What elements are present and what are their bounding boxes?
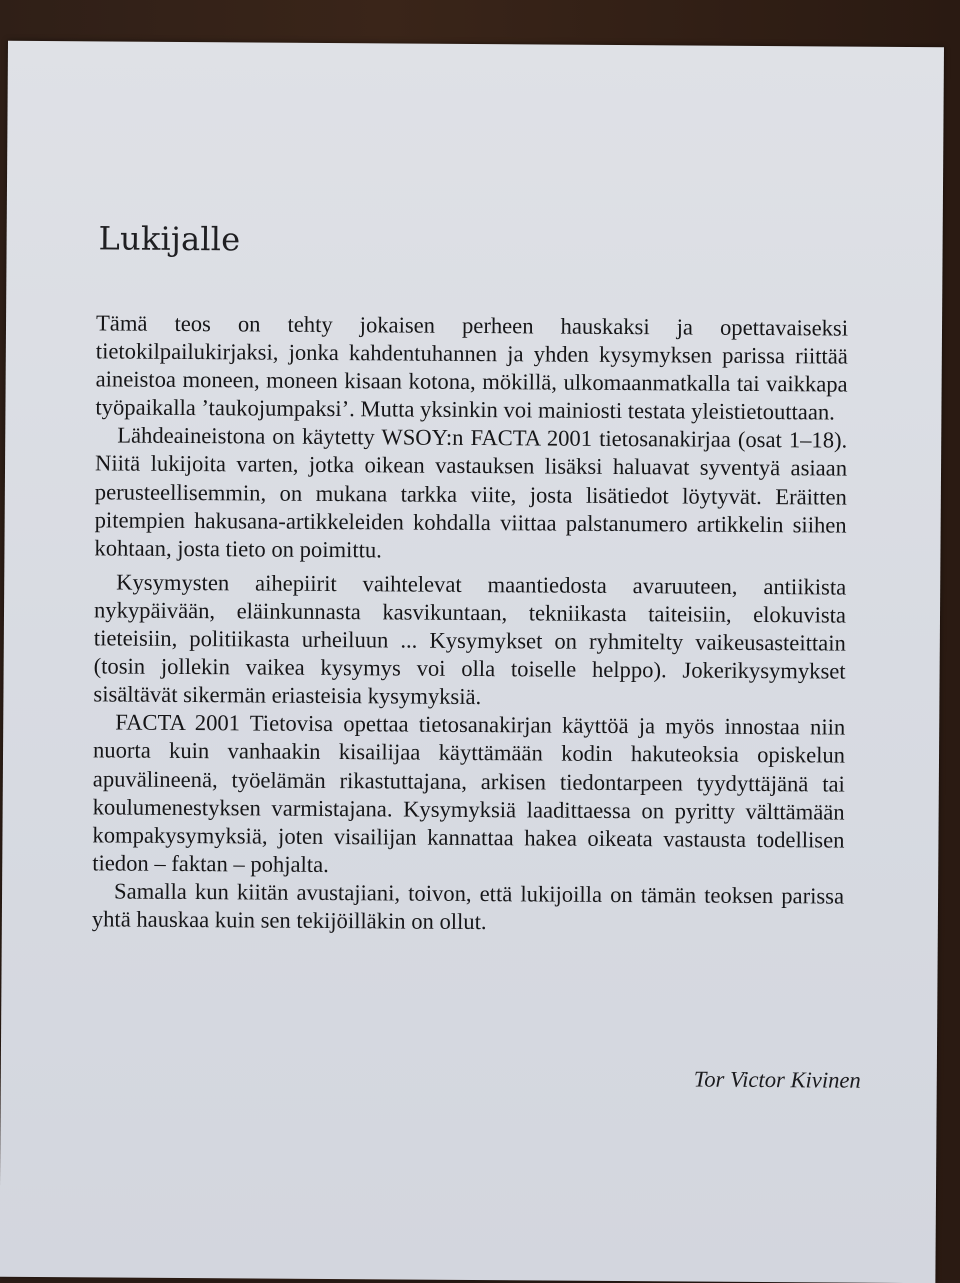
body-text (92, 309, 848, 938)
author-signature: Tor Victor Kivinen (693, 1066, 861, 1093)
page-heading: Lukijalle (98, 219, 241, 259)
paragraph-purpose: FACTA 2001 Tietovisa opettaa tietosanakirjan käyttöä ja myös innostaa niin nuorta kuin vanhaakin kisailijaa käyttämään kodin hakuteoksia opiskelun apuvälineenä, työelämän rikastuttajana, arkisen tiedontarpeen tyydyttäjänä tai koulumenestyksen varmistajana. Kysymyksiä laadittaessa on pyritty välttämään kompakysymyksiä, joten visailijan kannattaa hakea oikeata vastausta todellisen tiedon – faktan – pohjalta. (92, 709, 846, 877)
paragraph-topics: Kysymysten aihepiirit vaihtelevat maantiedosta avaruuteen, antiikista nykypäivään, eläinkunnasta kasvikuntaan, tekniikasta taiteisiin, elokuvista tieteisiin, politiikasta urheiluun ... Kysymykset on ryhmitelty vaikeusasteittain (tosin jollekin vaikea kysymys voi olla toiselle helppo). Jokerikysymykset sisältävät sikermän eriasteisia kysymyksiä. (93, 569, 847, 710)
book-page (0, 41, 944, 1283)
paragraph-thanks: Samalla kun kiitän avustajiani, toivon, että lukijoilla on tämän teoksen parissa yhtä hauskaa kuin sen tekijöilläkin on ollut. (91, 878, 845, 935)
paragraph-intro: Tämä teos on tehty jokaisen perheen hauskaksi ja opettavaiseksi tietokilpailukirjaksi, jonka kahdentuhannen ja yhden kysymyksen parissa riittää aineistoa moneen, moneen kisaan kotona, mökillä, ulkomaanmatkalla tai vaikkapa työpaikalla ’taukojumpaksi’. Mutta yksinkin voi mainiosti testata yleistietouttaan. (95, 310, 849, 425)
paragraph-sources: Lähdeaineistona on käytetty WSOY:n FACTA 2001 tietosanakirjaa (osat 1–18). Niitä lukijoita varten, jotka oikean vastauksen lisäksi haluavat syventyä asiaan perusteellisemmin, on mukana tarkka viite, josta lisätiedot löytyvät. Eräitten pitempien hakusana-artikkeleiden kohdalla viittaa palstanumero artikkelin siihen kohtaan, josta tieto on poimittu. (94, 422, 848, 563)
